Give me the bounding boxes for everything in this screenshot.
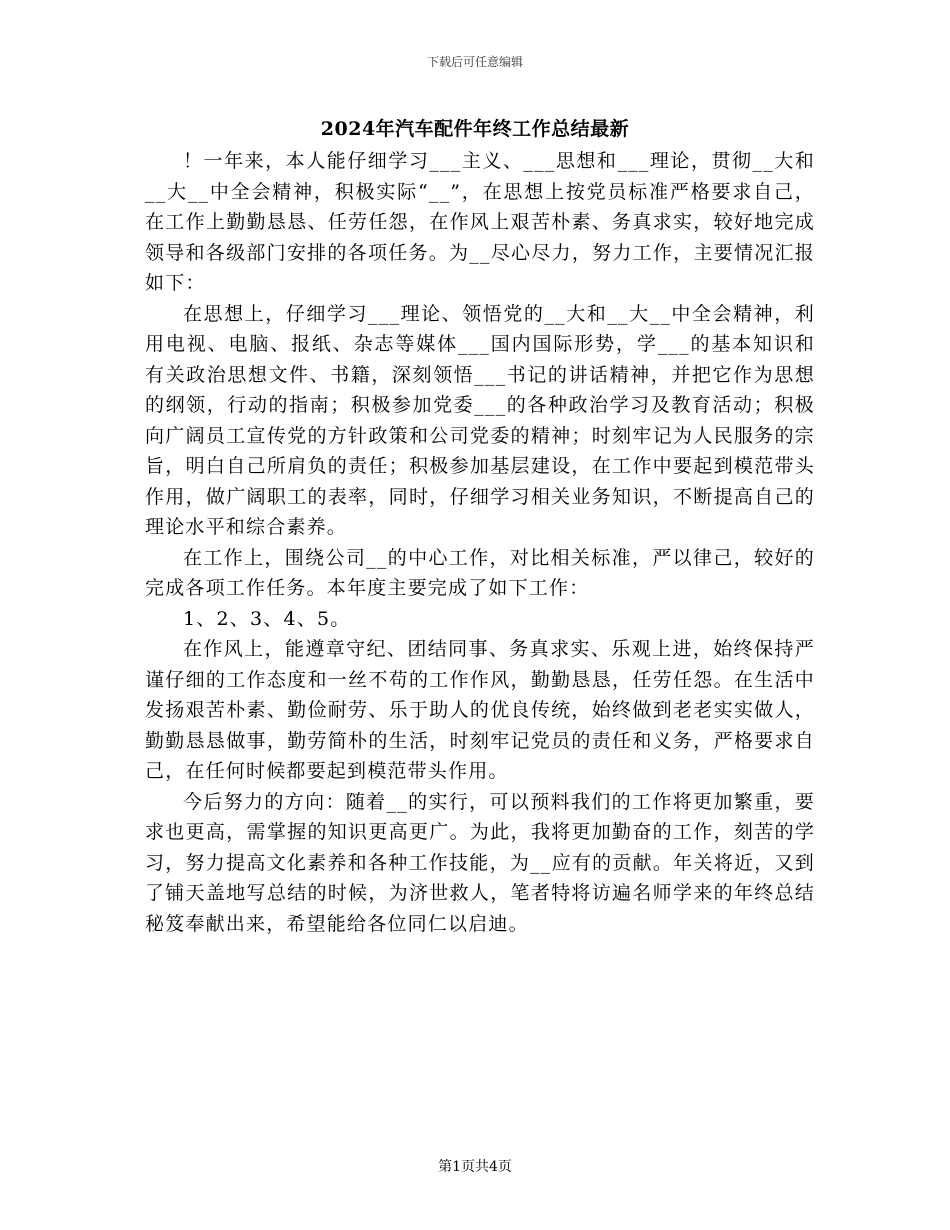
- paragraph-future: 今后努力的方向：随着__的实行，可以预料我们的工作将更加繁重，要求也更高，需掌握的知识更高更广。为此，我将更加勤奋的工作，刻苦的学习，努力提高文化素养和各种工作技能，为__应有的贡献。年关将近，又到了铺天盖地写总结的时候，为济世救人，笔者特将访遍名师学来的年终总结秘笈奉献出来，希望能给各位同仁以启迪。: [145, 790, 815, 935]
- paragraph-ideology: 在思想上，仔细学习___理论、领悟党的__大和__大__中全会精神，利用电视、电脑、报纸、杂志等媒体___国内国际形势，学___的基本知识和有关政治思想文件、书籍，深刻领悟___书记的讲话精神，并把它作为思想的纲领，行动的指南；积极参加党委___的各种政治学习及教育活动；积极向广阔员工宣传党的方针政策和公司党委的精神；时刻牢记为人民服务的宗旨，明白自己所肩负的责任；积极参加基层建设，在工作中要起到模范带头作用，做广阔职工的表率，同时，仔细学习相关业务知识，不断提高自己的理论水平和综合素养。: [145, 302, 815, 538]
- paragraph-style: 在作风上，能遵章守纪、团结同事、务真求实、乐观上进，始终保持严谨仔细的工作态度和一丝不苟的工作作风，勤勤恳恳，任劳任怨。在生活中发扬艰苦朴素、勤俭耐劳、乐于助人的优良传统，始终做到老老实实做人，勤勤恳恳做事，勤劳简朴的生活，时刻牢记党员的责任和义务，严格要求自己，在任何时候都要起到模范带头作用。: [145, 638, 815, 782]
- page-number: 第1页共4页: [438, 1159, 512, 1175]
- paragraph-work: 在工作上，围绕公司__的中心工作，对比相关标准，严以律己，较好的完成各项工作任务。本年度主要完成了如下工作：: [145, 546, 815, 599]
- paragraph-intro: ！一年来，本人能仔细学习___主义、___思想和___理论，贯彻__大和__大__中全会精神，积极实际“__”，在思想上按党员标准严格要求自己，在工作上勤勤恳恳、任劳任怨，在作风上艰苦朴素、务真求实，较好地完成领导和各级部门安排的各项任务。为__尽心尽力，努力工作，主要情况汇报如下：: [145, 150, 815, 294]
- header-note: 下载后可任意编辑: [426, 55, 523, 69]
- document-title: 2024年汽车配件年终工作总结最新: [320, 118, 630, 140]
- document-body: [145, 146, 815, 939]
- paragraph-work-list: 1、2、3、4、5。: [183, 607, 351, 630]
